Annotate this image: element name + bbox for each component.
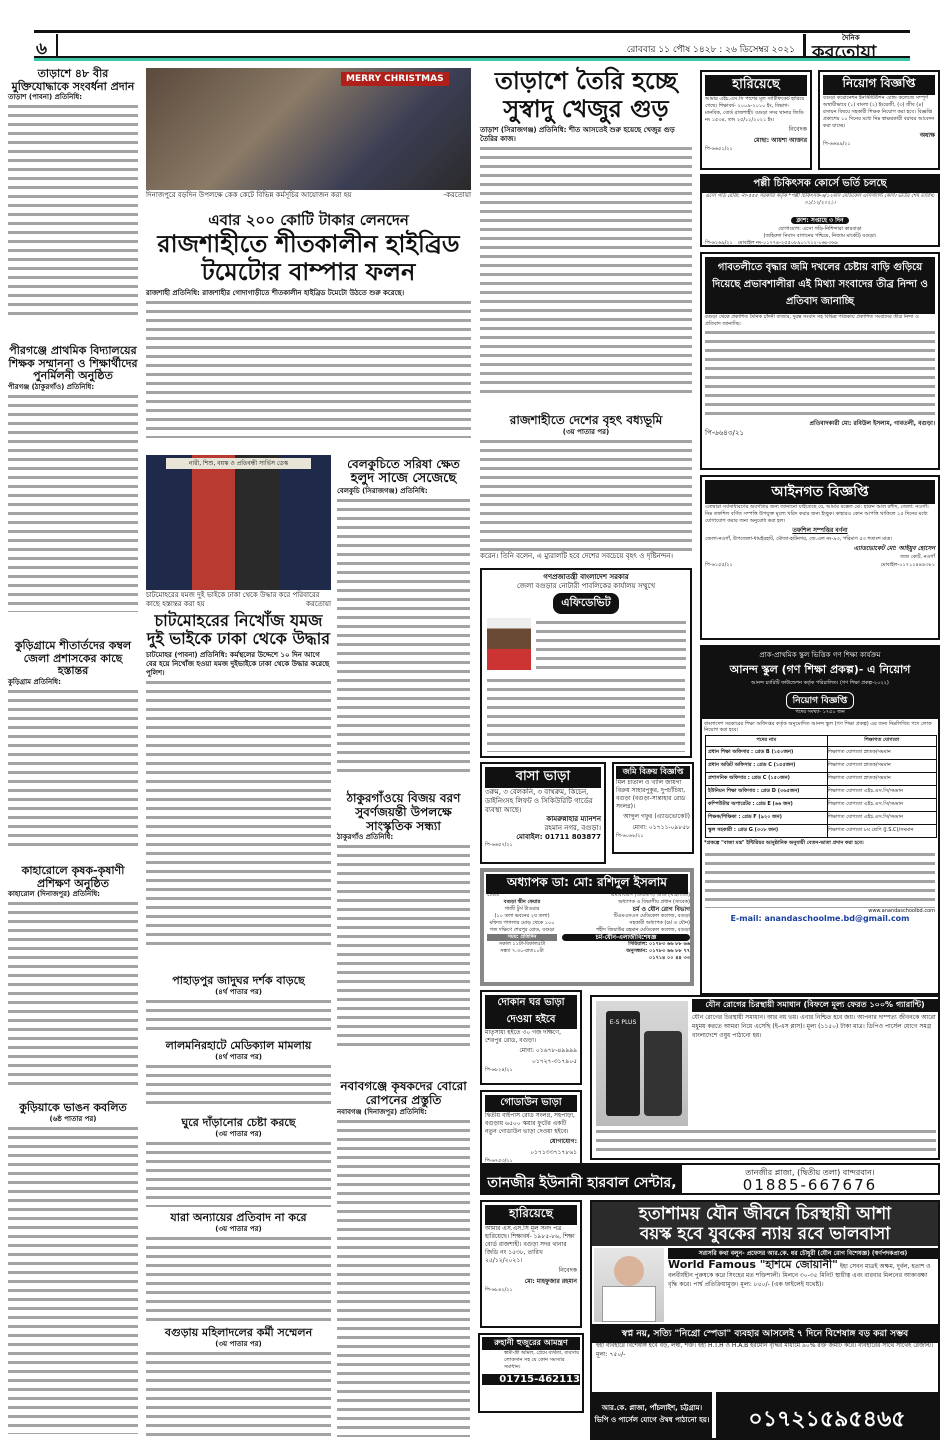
lead: (৬ষ্ঠ পাতার পর) <box>49 1114 97 1123</box>
ad-phone: মোবাইল নং-০১৭৭৪-২৫৫০৮৯০১৭১২-০৬৮৩৬৯ <box>737 240 839 246</box>
college-2: শহীদ জিয়াউর রহমান মেডিকেল কলেজ, বগুড়া <box>596 927 690 933</box>
lead: (৪র্থ পাতার পর) <box>215 1052 262 1061</box>
ad-title-2: বয়স্ক হবে যুবকের ন্যায় রবে ভালবাসা <box>639 1224 891 1244</box>
post-cell: ইউনিয়ন শিক্ষা অফিসার : গ্রেড D (৩৬৫জন) <box>706 786 828 799</box>
divider <box>56 34 58 56</box>
ad-phone: মোবাইল: 01711 803877 <box>516 833 601 841</box>
photo-sign: নারী, শিশু, বয়স্ক ও প্রতিবন্ধী সার্ভিস ডেস্ক <box>166 458 311 469</box>
ad-code: পি-৬৮২৪/২১ <box>485 1067 513 1073</box>
ad-name: আব্দুল গফুর (এ্যাডভোকেট) <box>623 813 690 820</box>
ad-text: এসো গড়ি রেজি: নং-৫৫৫ সরকারি কর্তৃক *পল্লী চিকিৎসক-৬/১২মাস মেডিকেল এসিস্ট্যান্ট কোর্স। ভর্তির শেষ তারিখ: ৩১/১২/২০২১। <box>705 193 935 206</box>
affidavit-title: এফিডেভিট <box>553 593 618 614</box>
inquiry-phone: অনুসন্ধান: ০১৭৮৩ ৬৬ ৮৮ ৭৭ <box>626 948 690 954</box>
qual-cell: শিক্ষাগত যোগ্যতা স্নাতক/সমমান <box>827 747 936 760</box>
kicker: বেলকুচিতে সরিষা ক্ষেত <box>347 457 460 471</box>
article-ghure-danano <box>146 1117 331 1207</box>
center-phone: 01885-667676 <box>742 1176 878 1194</box>
time-1: সকাল ১১টা-বিকাল৫টা <box>498 941 546 947</box>
ad-phone: মোবাইল-০১৭১২৪৪৪৩৮১ <box>880 562 935 568</box>
post-cell: প্রধান অডিট অফিসার : গ্রেড C (১৫৫জন) <box>706 760 828 773</box>
body-text <box>337 842 470 1047</box>
body-text <box>8 1124 138 1434</box>
post-1: অধ্যাপক ও বিভাগীয় প্রধান (সাবেক) <box>618 899 690 905</box>
ad-phone: ০১৭২৭-৩১৭৯০৫ <box>531 1058 577 1065</box>
ad-title: যৌন রোগের চিরস্থায়ী সমাধান (বিফলে মূল্য ফেরত ১০০% গ্যারান্টি) <box>692 999 938 1012</box>
body-text <box>337 1117 470 1437</box>
doctor-head <box>614 1256 644 1286</box>
herbal-center-banner <box>480 1163 940 1195</box>
signer: প্রতিবাদকারী মো: রবিউল ইসলাম, গাবতলী, বগুড়া। <box>809 420 935 427</box>
table-row <box>706 825 937 838</box>
christmas-sign: MERRY CHRISTMAS <box>341 72 449 86</box>
qual-cell: শিক্ষাগত যোগ্যতা এইচ.এস.সি/সমমান <box>827 812 936 825</box>
ad-text: আমার এস.এস.সি মূল সনদ পত্র হারিয়েছে। শিক্ষাবর্ষ- ১৯৮৫-৮৬, শিক্ষা বোর্ড রাজশাহী। বগুড়া সদর থানার জিডি নং ১৫৩৮, তারিখ ২৫/১২/২০২১। <box>485 1225 575 1264</box>
time-label: সময়: প্রতিদিন <box>487 934 557 941</box>
ad-bar-2: স্বপ্ন নয়, সত্যি "নিগ্রো স্পেডা" ব্যবহার আসলেই ৭ দিনে বিশেষাঙ্গ বড় করা সম্ভব <box>592 1324 938 1343</box>
body-text <box>146 997 331 1035</box>
ad-title-1: হতাশাময় যৌন জীবনে চিরস্থায়ী আশা <box>638 1204 892 1224</box>
body-text <box>8 392 138 612</box>
lead: কুড়িগ্রাম প্রতিনিধি: <box>8 677 61 686</box>
body-text <box>146 1234 331 1322</box>
table-row <box>706 799 937 812</box>
page-number: ৬ <box>36 39 48 59</box>
ad-text: ইহা সেবন মাত্রই অক্ষম, দুর্বল, হতাশ ও বলবীর্যহীন পুরুষকে করে সিংহের মত শক্তিশালী। মিলনে ৩০-৩৫ মিনিট স্থায়ীত্ব এবং বারবার মিলনের আকাঙ্ক্ষা বৃদ্ধি করে। পার্শ্ব প্রতিক্রিয়ামুক্ত। মূল্য: ৮৫০/- (এক ফাইলেই যথেষ্ট)। <box>668 1263 931 1288</box>
body-text <box>536 618 686 674</box>
time-2: সন্ধ্যা ৭.৩০-রাত১০টা <box>500 948 544 954</box>
ad-code: পি-৬২৬৯/২১ <box>705 240 733 246</box>
ad-code: পি-৬৬৫১/২১ <box>705 146 733 152</box>
article-mohiladal <box>146 1327 331 1437</box>
headline: বগুড়ায় মহিলাদলের কর্মী সম্মেলন <box>164 1326 313 1339</box>
gov-text: গণপ্রজাতন্ত্রী বাংলাদেশ সরকার <box>543 573 629 581</box>
post-cell: কম্পিউটার অপারেটর : গ্রেড E (৬৬ জন) <box>706 799 828 812</box>
college-1: টিএমএসএস মেডিকেল কলেজ, বগুড়া <box>613 913 690 919</box>
qual-cell: শিক্ষাগত যোগ্যতা এইচ.এস.সি/সমমান <box>827 786 936 799</box>
dokan-vara-ad <box>480 990 582 1085</box>
lead: ঠাকুরগাঁও প্রতিনিধি: <box>337 833 394 842</box>
legal-notice-ad <box>700 475 940 640</box>
ad-intro: বাংলাদেশ সরকারের শিক্ষা অধিদপ্তর কর্তৃক অনুমোদিত আনন্দ স্কুল (গণ শিক্ষা প্রকল্প) এর জন্য নিম্নলিখিত পদে লোক নিয়োগ করা হবে। <box>704 721 932 733</box>
article-lalmonirhat <box>146 1040 331 1110</box>
body-text <box>8 899 138 1089</box>
center-address: তানজীর প্লাজা, (দ্বিতীয় তলা) বান্দরবান। <box>745 1168 875 1177</box>
caption-text: দিনাজপুরে বড়দিন উপলক্ষে কেক কেটে বিভিন্ন কর্মসূচির আয়োজন করা হয় <box>146 191 352 199</box>
ad-phone: 01715-462113 <box>482 1374 580 1385</box>
caption-credit: -করতোয়া <box>443 191 471 199</box>
ad-address: (জহিরুল নিবাস বাগানের পশ্চিমে, নিজাম মার্কেট) বগুড়া। <box>763 233 877 239</box>
ad-title: পল্লী চিকিৎসক কোর্সে ভর্তি চলছে <box>702 176 938 193</box>
body-text <box>8 102 138 317</box>
schedule-text: জেলা-নওগাঁ, উপজেলা-ধামইরহাট, মৌজা-হাটনগর, জে.এল নং-৯৩, পরিমাণ ৫৩ শতাংশ মাত্র। <box>705 536 892 542</box>
ad-text: আমার এইচ.এস.সি পাশের মূল সার্টিফিকেট হারিয়ে গেছে। শিক্ষাবর্ষ- ২০০৯-২০১০ ইং, বিভাগ- মানবিক, বোর্ড রাজশাহী। বগুড়া সদর থানার জিডি নং ১৫৩৪, তাং ২৫/১২/২০২১ ইং। <box>705 96 805 123</box>
ad-code: পি-৬৬৪৩/২১ <box>705 429 744 437</box>
posts-table <box>705 735 937 838</box>
hashme-joani-ad <box>590 1200 940 1440</box>
body-text <box>146 678 331 948</box>
post-cell: শিক্ষক/শিক্ষিকা : গ্রেড F (৯২০ জন) <box>706 812 828 825</box>
body-text <box>487 676 685 752</box>
ad-address-block <box>592 1392 712 1440</box>
body-text <box>146 1062 331 1110</box>
product-label: E-S PLUS <box>606 1011 640 1116</box>
headline: রাজশাহীতে শীতকালীন হাইব্রিড টমেটোর বাম্পার ফলন <box>157 230 460 286</box>
ad-header <box>702 647 938 719</box>
article-khejur-gur <box>480 68 692 399</box>
headline: যারা অন্যায়ের প্রতিবাদ না করে <box>170 1211 307 1224</box>
ad-text: এতদ্বারা সর্বসাধারণের অবগতির জন্য জানানো যাইতেছে যে, আমার মক্কেল মো: হারুন আল রশীদ, জেলা: নওগাঁ। নিম্ন তফশিল বর্ণিত সম্পত্তি উপযুক্ত মূল্যে খরিদ করার জন্য ইচ্ছুক। কাহারও কোন আপত্তি থাকিলে ১৫ দিনের মধ্যে যোগাযোগ করার জন্য অনুরোধ করা হল। <box>705 504 929 524</box>
article-belkuchi <box>337 458 470 776</box>
notice-badge: নিয়োগ বিজ্ঞপ্তি <box>786 692 855 709</box>
ad-sub: আনন্দ চ্যারিটি ফাউন্ডেশন কর্তৃক পরিচালিত। (গণ শিক্ষা প্রকল্প-২০২২) <box>751 680 889 686</box>
ad-title: দোকান ঘর ভাড়া দেওয়া হইবে <box>485 995 577 1029</box>
caption-credit: করতোয়া <box>306 600 331 608</box>
floor: (১০ তলা ভবনের ২য় তলা) <box>494 913 550 919</box>
header-date: রোববার ১১ পৌষ ১৪২৮ : ২৬ ডিসেম্বর ২০২১ <box>626 45 795 55</box>
jomi-bikroy-ad <box>612 762 694 854</box>
headline: তাড়াশে তৈরি হচ্ছে সুস্বাদু খেজুর গুড় <box>494 67 678 123</box>
col-header: শিক্ষাগত যোগ্যতা <box>827 736 936 747</box>
christmas-photo <box>146 68 471 190</box>
header-rule <box>34 30 910 33</box>
ad-text: মিল চাতাল ও খালি জায়গা বিক্রয় সাহারপুকুর, দুপচাঁচিয়া, বগুড়া (বগুড়া-সান্তাহার রোড সংলগ্ন)। <box>616 779 686 810</box>
center-name: তানজীর ইউনানী হারবাল সেন্টার, <box>482 1165 682 1193</box>
polli-chikitsok-ad <box>700 174 940 247</box>
headline: কুড়িয়াকে ভাঙন কবলিত <box>19 1101 127 1114</box>
ad-email: E-mail: anandaschoolme.bd@gmail.com <box>730 914 910 923</box>
body-text <box>337 496 470 776</box>
headline: ঘুরে দাঁড়ানোর চেষ্টা করছে <box>181 1116 296 1129</box>
headline: তাড়াশে ৪৮ বীর মুক্তিযোদ্ধাকে সংবর্ধনা প্রদান <box>11 67 135 93</box>
header-double-rule <box>34 56 910 61</box>
ad-code: পি-৬০৬৮/২১ <box>616 833 644 839</box>
headline: ঠাকুরগাঁওয়ে বিজয় বরণ সুবর্ণজয়ন্তী উপলক্ষে সাংস্কৃতিক সন্ধ্যা <box>346 791 461 833</box>
ad-phone: মোবা: ০১৭১১-০৯৮৫৮ <box>632 824 690 831</box>
body-text <box>480 437 692 552</box>
headline: রাজশাহীতে দেশের বৃহৎ বধ্যভূমি <box>509 413 663 427</box>
table-row <box>706 812 937 825</box>
headline: কুড়িগ্রামে শীতার্তদের কম্বল জেলা প্রশাসকের কাছে হস্তান্তর <box>14 639 132 678</box>
consult-bar: সরাসরি কথা বলুন- প্রফেসর আর.কে. ধর চৌধুরী (যৌন রোগ বিশেষজ্ঞ) (স্বর্ণপদকপ্রাপ্ত) <box>668 1248 938 1259</box>
logo-small-text: দৈনিক <box>842 34 860 42</box>
niyog-ad <box>818 70 940 170</box>
signer-label: নিবেদক <box>788 126 807 133</box>
table-row <box>706 786 937 799</box>
ad-contact: যোগাযোগ: এসো গড়ি-নিশিন্দারা কারবাড়া <box>778 226 862 232</box>
ad-text-2: ইহা ব্যবহারে বিশেষাঙ্গ হবে বড়, লম্বা, শক্ত। ইহা H.T.H ও H.A.B হরমোন বৃদ্ধির মাধ্যমে ৯০% রক্ত জমাট করে। ব্যবহারের সাথে সাথেই রেজাল্ট। মূল্য: ৭৫০/- <box>596 1342 934 1358</box>
anondo-school-ad <box>700 645 940 995</box>
caption-text: চাটমোহরের যমজ দুই ভাইকে ঢাকা থেকে উদ্ধার করে পরিবারের কাছে হস্তান্তর করা হয় <box>146 591 320 608</box>
post-cell: প্রধান শিক্ষা অফিসার : গ্রেড B (১৫০জন) <box>706 747 828 760</box>
body-text <box>146 1139 331 1207</box>
degree: এমবিবিএস (ডিএমসি) ডিডি (থাইল্যান্ড) <box>610 892 690 898</box>
es-plus-ad <box>590 995 940 1160</box>
ad-text: বগুড়া থেকে প্রকাশিত দৈনিক চাঁদনী বাজার, দুরন্ত সংবাদ সহ বিভিন্ন পত্রিকায় প্রকাশিত সংবাদের তীব্র নিন্দা ও প্রতিবাদ জানাচ্ছি। <box>705 314 919 327</box>
lost-certificate-ad-1 <box>700 70 812 170</box>
body-text <box>480 144 692 399</box>
lead: (৩য় পাতার পর) <box>215 1129 262 1138</box>
product-image <box>596 1001 688 1126</box>
headline: কাহারোলে কৃষক-কৃষাণী প্রশিক্ষণ অনুষ্ঠিত <box>21 864 125 890</box>
ad-top: প্রাক-প্রাথমিক স্কুল ভিত্তিক গণ শিক্ষা কার্যক্রম <box>759 651 881 659</box>
doctor-coat <box>602 1286 656 1322</box>
building: গাজী টুর্স টাওয়ার <box>504 906 540 912</box>
signer: অধ্যক্ষ <box>919 132 935 139</box>
lead: (৪র্থ পাতার পর) <box>215 987 262 996</box>
article-muktijoddha <box>8 68 138 317</box>
lead: নবাবগঞ্জ (দিনাজপুর) প্রতিনিধি: <box>337 1107 427 1116</box>
article-chatmohor <box>146 612 331 948</box>
doctor-ad <box>480 868 694 986</box>
doctor-credentials <box>562 892 690 962</box>
ad-note: *প্রকল্পে "বাজা মন্ত্র" ইন্টিরিয়র আনুষ্ঠানিক অনুযায়ী বেতন-ভাতা প্রদান করা হবে। <box>704 840 864 846</box>
table-row <box>706 773 937 786</box>
dept: চর্ম ও যৌন রোগ বিভাগ <box>632 906 690 913</box>
article-kurigram <box>8 640 138 852</box>
ad-text: ৩রুম, ৩ বেলকনি, ৩ বাথরুম, কিচেন, ডাইনিংসহ লিফট ও সিকিউরিটি গার্ডের ব্যবস্থা আছে। <box>485 788 593 814</box>
address-2: ভিপি ও পার্সেল যোগে ঔষধ পাঠানো হয়। <box>594 1416 710 1424</box>
product-name: World Famous "হাশমে জোয়ানী" <box>668 1258 838 1271</box>
lead: তাড়াশ (পাবনা) প্রতিনিধি: <box>8 93 82 102</box>
signer: এ্যাডভোকেট মো: আইয়ুব হোসেন <box>853 545 935 552</box>
table-row <box>706 747 937 760</box>
body-last-line: করেন। তিনি বলেন, এ ম্যুরালটি হবে দেশের সবচেয়ে বৃহৎ ও দৃষ্টিনন্দন। <box>480 551 673 560</box>
col-header: পদের নাম <box>706 736 828 747</box>
ad-title: জমি বিক্রয় বিজ্ঞপ্তি <box>616 766 690 779</box>
protest-ad <box>700 252 940 470</box>
body-text <box>146 1349 331 1437</box>
qual-cell: শিক্ষাগত যোগ্যতা স্নাতক/সমমান <box>827 760 936 773</box>
ad-title: নিয়োগ বিজ্ঞপ্তি <box>823 75 935 95</box>
phone-3: ০১৭১৪ ০০ ৪৪ ৩৩ <box>649 955 690 961</box>
headline: চাটমোহরের নিখোঁজ যমজ দুই ভাইকে ঢাকা থেকে উদ্ধার <box>146 611 331 649</box>
lead: (৩য় পাতার পর) <box>562 427 610 436</box>
chatmohor-photo <box>146 455 331 590</box>
article-tomato <box>146 212 471 438</box>
affidavit-ad <box>480 568 692 758</box>
ad-code: পি-৬৬৫৭/২১ <box>485 842 513 848</box>
qual-cell: শিক্ষাগত যোগ্যতা স্নাতক/সমমান <box>827 773 936 786</box>
photo-caption <box>146 191 471 200</box>
post-cell: প্রশাসনিক অফিসার : গ্রেড C (১৫০জন) <box>706 773 828 786</box>
logo-text: করতোয়া <box>812 42 877 63</box>
ad-title: হারিয়েছে <box>485 1205 577 1225</box>
headline: হলুদ সাজে সেজেছে <box>350 470 457 486</box>
ad-phone: ০১৭২১৫৯৫৪৬৫ <box>716 1392 938 1440</box>
body-text <box>705 328 935 418</box>
divider <box>803 34 806 56</box>
office-text: জেলা বগুড়ার নোটারী পাবলিকের কার্যালয় সম্মুখে <box>516 582 656 590</box>
ad-title: হারিয়েছে <box>705 75 807 96</box>
article-thakurgaon <box>337 792 470 1047</box>
body-text <box>146 298 471 438</box>
headline: পাহাড়পুর জাদুঘর দর্শক বাড়ছে <box>172 974 305 987</box>
lead: চাটমোহর (পাবনা) প্রতিনিধি: কর্মস্থলের উদ্দেশে ১০ দিন আগে বের হয়ে নিখোঁজ হওয়া যমজ দুইভাইকে ঢাকা থেকে উদ্ধার করেছে পুলিশ। <box>146 650 330 677</box>
lead: কাহারোল (দিনাজপুর) প্রতিনিধি: <box>8 890 100 899</box>
basha-vara-ad <box>480 762 606 864</box>
ad-phone: মোবা: ০১৬৭৮-৪৯৯৯৯ <box>519 1047 577 1054</box>
signer: মো: মাহফুজার রহমান <box>524 1278 577 1285</box>
article-kaharol <box>8 865 138 1089</box>
ad-text: দ্বিতীয় বাইপাস রোড সংলগ্ন, সহপাড়া, বগুড়ায় ৬৫০০ স্কয়ার ফুটের একটি নতুন গোডাউন ভাড়া দেওয়া হইবে। <box>485 1112 575 1135</box>
headline: লালমনিরহাটে মেডিক্যাল মামলায় <box>165 1039 312 1052</box>
lead: (৩য় পাতার পর) <box>215 1224 262 1233</box>
ad-address: রহমান নগর, বগুড়া। <box>544 824 601 832</box>
signer-label: নিবেদক <box>558 1267 577 1274</box>
ad-code: পি-৬৮৪২/২১ <box>485 1287 513 1293</box>
lead: রাজশাহী প্রতিনিধি: রাজশাহীর গোদাগাড়ীতে শীতকালীন হাইব্রিড টমেটো উঠতে শুরু করেছে। <box>146 289 405 298</box>
body-text <box>8 687 138 852</box>
kicker: এবার ২০০ কোটি টাকার লেনদেন <box>208 211 409 229</box>
direction: মফিজ পাগলার মোড় থেকে ১০০ গজ দক্ষিণে শেরপুর রোড, বগুড়া <box>489 920 555 933</box>
ad-title: রুহানী হুজুরের আমন্ত্রণ <box>482 1337 580 1350</box>
photo-caption <box>146 591 331 609</box>
chamber-info <box>487 892 557 955</box>
court: জজ কোর্ট, নওগাঁ <box>900 554 935 560</box>
address-1: আর.কে. প্লাজা, পাঁচলাইশ, চট্টগ্রাম। <box>601 1404 703 1412</box>
lead: (৩য় পাতার পর) <box>215 1339 262 1348</box>
body-text <box>596 1127 936 1157</box>
qual-cell: শিক্ষাগত যোগ্যতা ৮ম শ্রেণি (J.S.C)/সমমান <box>827 825 936 838</box>
product-bottle <box>644 1031 682 1116</box>
center-contact <box>682 1166 938 1192</box>
ad-code: পি-৬৭৫৩/২১ <box>485 1158 513 1164</box>
schedule-title: তফশিল সম্পত্তির বর্ণনা <box>792 527 848 534</box>
serial-phone: সিরিয়াল: ০১৭৮৩ ৬৬ ৮৮ ৬৬ <box>628 941 690 947</box>
ad-name: কামরুন্নাহার ম্যানশন <box>546 815 601 823</box>
signer: মোছা: আয়শা আক্তার <box>753 137 807 144</box>
article-paharpur <box>146 975 331 1035</box>
chamber-label: চেম্বার <box>487 892 499 898</box>
ad-title: আইনগত বিজ্ঞপ্তি <box>705 480 935 504</box>
post-cell: স্কুল সহকারী : গ্রেড G (৩০৮ জন) <box>706 825 828 838</box>
lead: বেলকুচি (সিরাজগঞ্জ) প্রতিনিধি: <box>337 486 428 495</box>
doctor-photo <box>594 1248 664 1322</box>
article-onnay <box>146 1212 331 1322</box>
article-kuriyake <box>8 1102 138 1434</box>
ad-text: বগুড়া করোনেশন ইনস্টিটিউশন এ্যান্ড কলেজে সম্পূর্ণ অস্থায়ীভাবে (১) বাংলা (২) ইংরেজী, (৩) জীব (৪) রসায়ন বিষয়ে সহকারী শিক্ষক নিয়োগ করা হবে। বিজ্ঞপ্তি প্রকাশের ১০ দিনের মধ্যে নিম্ন স্বাক্ষরকারী বরাবর আবেদন করা যাচ্ছে। <box>823 95 935 129</box>
ad-contact: যোগাযোগ: <box>549 1138 577 1145</box>
ad-code: পি-৬১৫৫/২১ <box>705 562 733 568</box>
ad-code: পি-৬৬৪৯/২১ <box>823 141 851 147</box>
ad-title: বাসা ভাড়া <box>485 767 601 788</box>
post-2: সহকারী অধ্যাপক (চর্ম ও যৌন) <box>629 920 690 926</box>
specialty: চর্ম-যৌন-এলার্জীবিশেষজ্ঞ <box>562 934 690 941</box>
class-badge: ক্লাশ: সপ্তাহে ৩ দিন <box>791 217 848 224</box>
qual-cell: শিক্ষাগত যোগ্যতা এইচ.এস.সি/সমমান <box>827 799 936 812</box>
body-text <box>705 850 935 908</box>
ruhani-huzur-ad <box>478 1333 584 1413</box>
ad-title: আনন্দ স্কুল (গণ শিক্ষা প্রকল্প)- এ নিয়োগ <box>729 663 911 676</box>
headline: নবাবগঞ্জে কৃষকদের বোরো রোপনের প্রস্তুতি <box>340 1079 467 1107</box>
ad-title: গোডাউন ভাড়া <box>485 1095 577 1112</box>
doctor-name: অধ্যাপক ডা: মো: রশিদুল ইসলাম <box>486 874 688 894</box>
ad-text-1 <box>668 1260 938 1289</box>
article-bodhyobhumi <box>480 414 692 561</box>
post-count: পদের সংখ্যা- ১৭৫০ জন <box>795 709 845 715</box>
ad-text: মাতৃসাধ্য হইতে ৩০ গজ দক্ষিণে, শেরপুর রোড, বগুড়া। <box>485 1029 561 1044</box>
ad-header <box>592 1202 938 1246</box>
lead: তাড়াশ (সিরাজগঞ্জ) প্রতিনিধি: শীত আসতেই শুরু হয়েছে খেজুর গুড় তৈরির কাজ। <box>480 126 675 144</box>
headline: পীরগঞ্জে প্রাথমিক বিদ্যালয়ের শিক্ষক সম্মাননা ও শিক্ষার্থীদের পুনর্মিলনী অনুষ্ঠিত <box>8 344 138 383</box>
lead: পীরগঞ্জ (ঠাকুরগাঁও) প্রতিনিধি: <box>8 382 95 391</box>
ad-phone: ০১৭১৩৩৭১৭৮৬১ <box>530 1149 577 1156</box>
ad-title: গাবতলীতে বৃদ্ধার জমি দখলের চেষ্টায় বাড়ি গুড়িয়ে দিয়েছে প্রভাবশালীরা এই মিথ্যা সংবাদের তীব্র নিন্দা ও প্রতিবাদ জানাচ্ছি <box>705 257 935 314</box>
lost-certificate-ad-2 <box>480 1200 582 1328</box>
person-photo <box>487 618 531 670</box>
ad-website: www.anandaschoolbd.com <box>868 908 935 914</box>
chamber-name: বগুড়া স্কীন কেয়ার <box>503 899 541 905</box>
table-row <box>706 760 937 773</box>
article-nawabganj <box>337 1080 470 1437</box>
ad-text: স্বামী-স্ত্রী অমিল, প্রেমে ব্যর্থতা, ব্যবসায় লোকসান সহ যে কোন সমস্যার সমাধান। <box>504 1350 580 1370</box>
article-pirganj <box>8 345 138 612</box>
ad-text: যৌন রোগের চিরস্থায়ী সমাধান। আর নয় ভয়। এবার নিশ্চিত হবে জয়। আপনার দাম্পত্য জীবনকে আরো মধুময় করতে আমরা নিয়ে এসেছি (ই-এস প্লাস)। মূল্য (১১৫০) টাকা মাত্র। ডিপিও পার্সেল যোগে সমগ্র বাংলাদেশে ওষুধ পাঠানো হয়। <box>692 1014 936 1039</box>
